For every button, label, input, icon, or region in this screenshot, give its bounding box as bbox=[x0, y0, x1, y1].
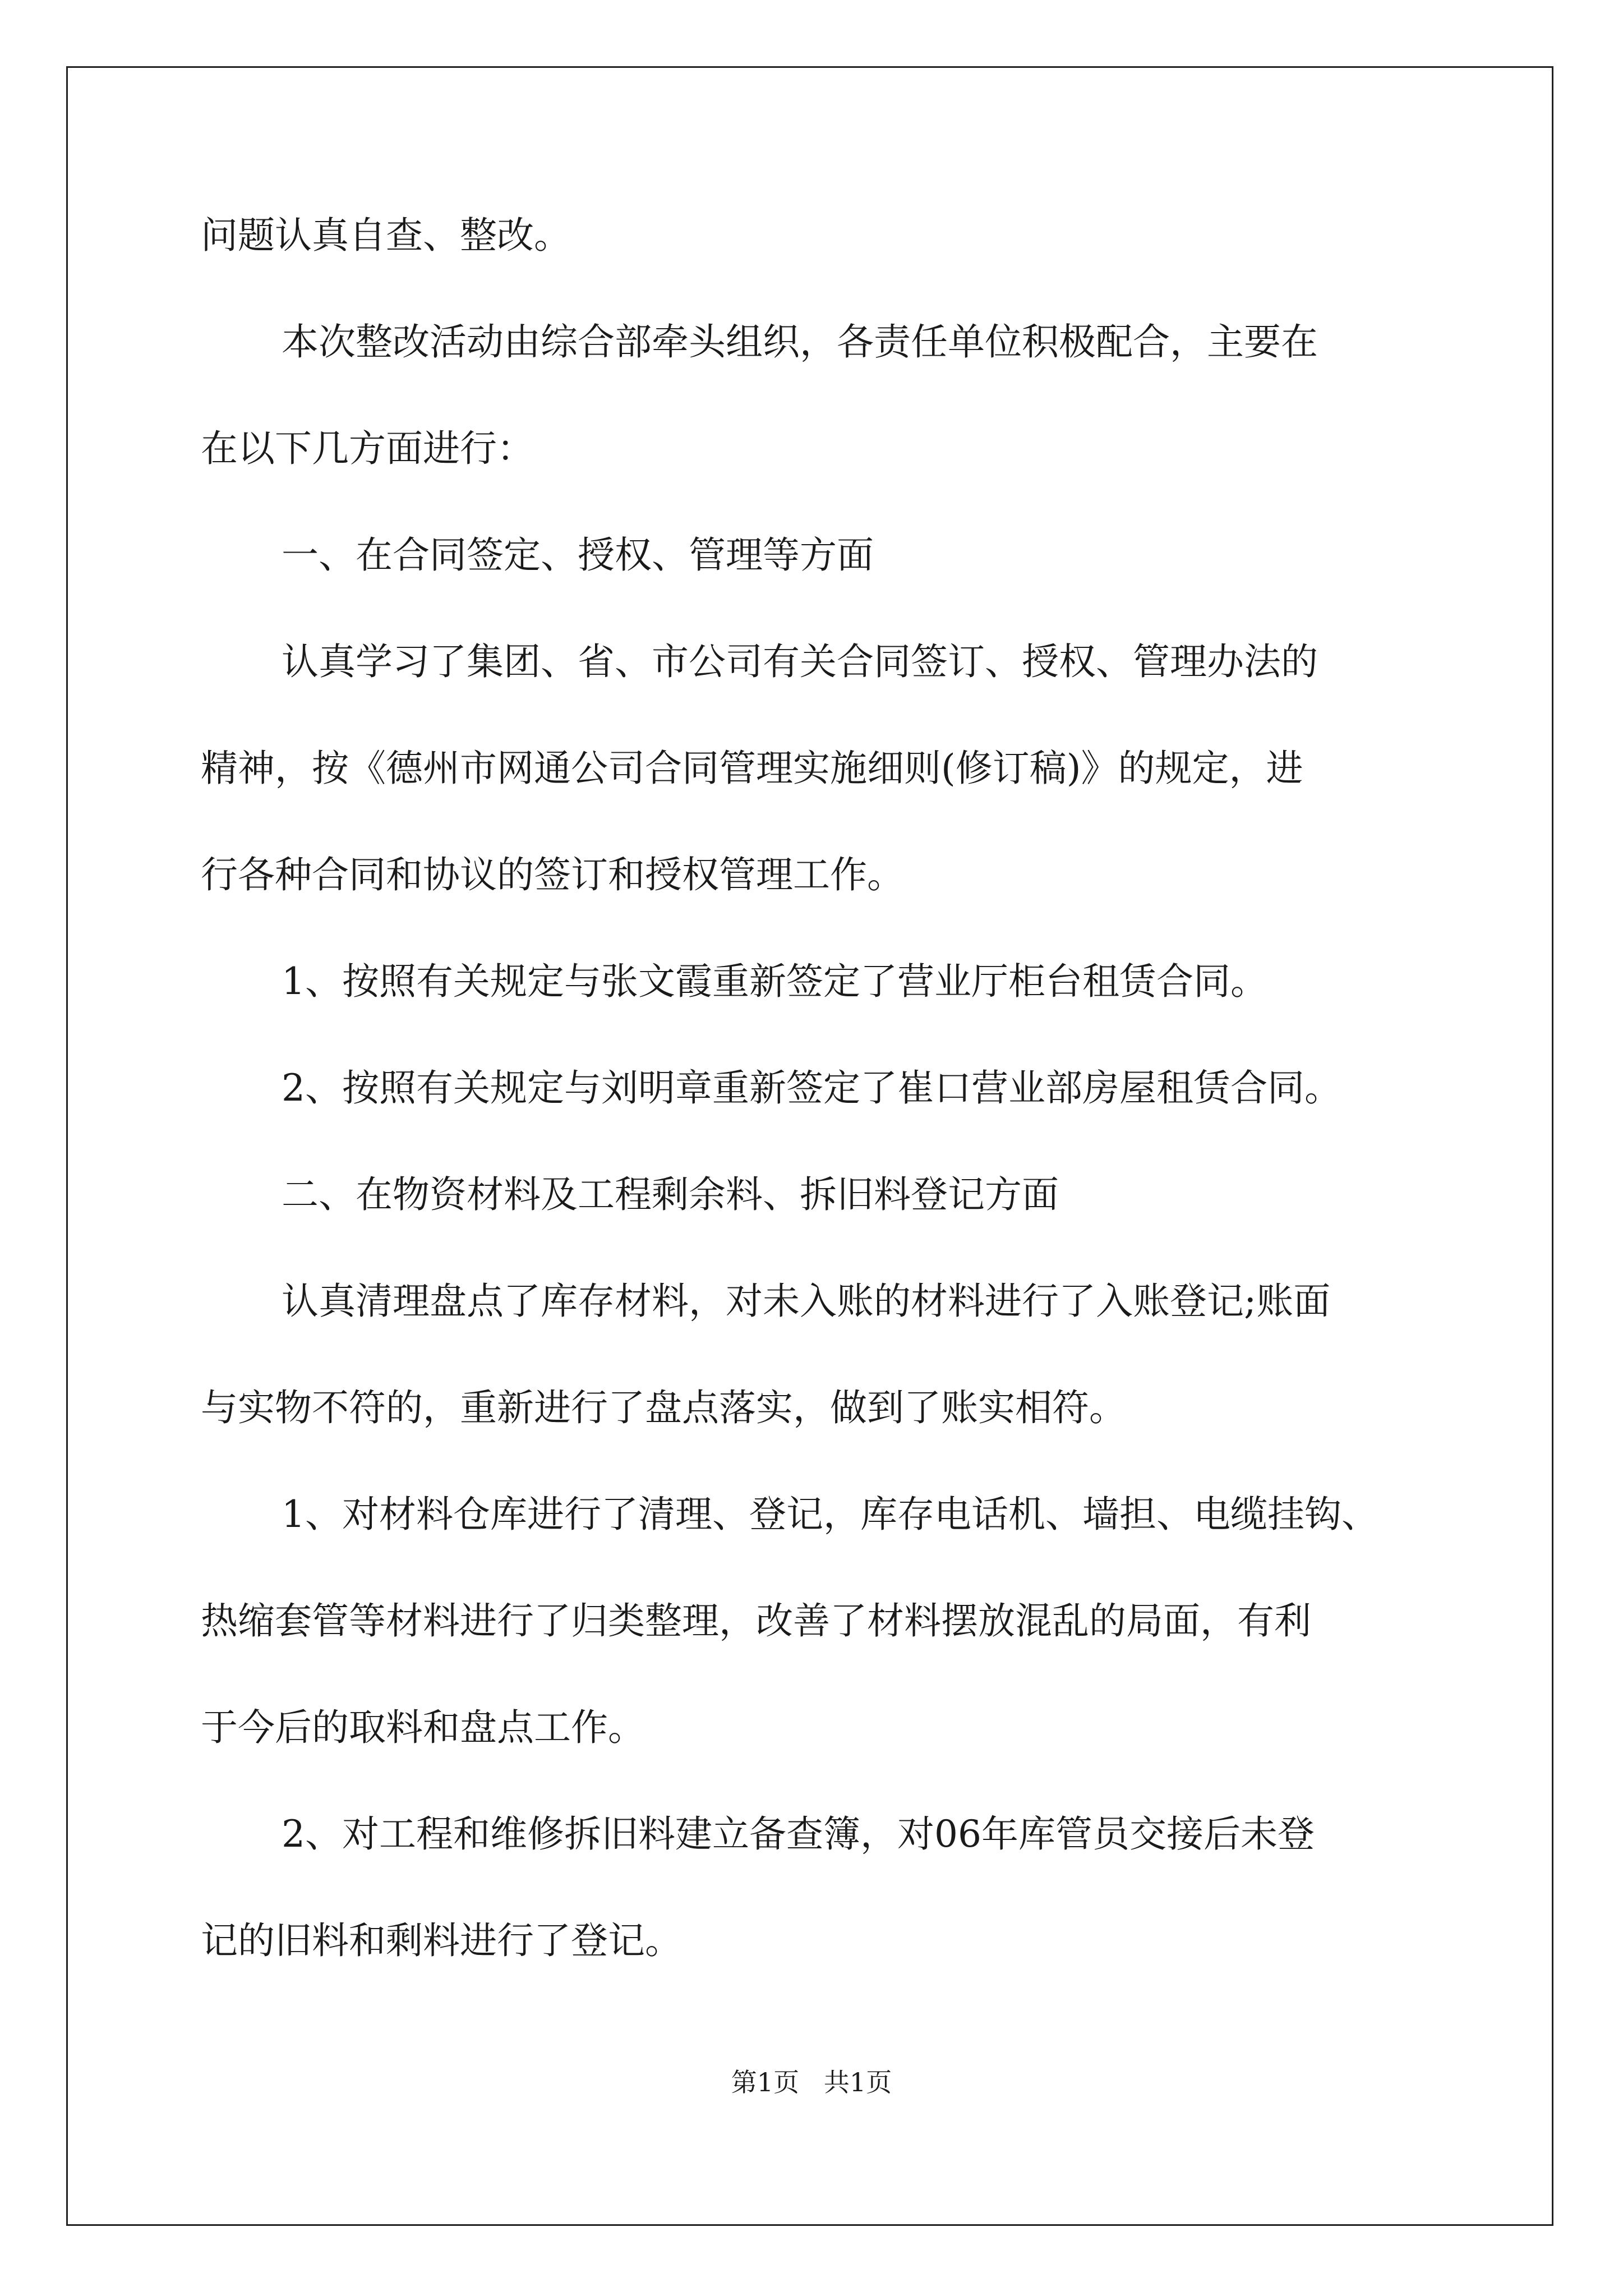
paragraph-line: 认真清理盘点了库存材料，对未入账的材料进行了入账登记;账面 bbox=[282, 1280, 1331, 1323]
list-item: 1、按照有关规定与张文霞重新签定了营业厅柜台租赁合同。 bbox=[282, 960, 1267, 1003]
paragraph-line: 在以下几方面进行： bbox=[201, 427, 534, 470]
paragraph-line: 问题认真自查、整改。 bbox=[201, 214, 571, 257]
paragraph-line: 热缩套管等材料进行了归类整理，改善了材料摆放混乱的局面，有利 bbox=[201, 1599, 1311, 1642]
page-border bbox=[66, 66, 1553, 2226]
list-item: 1、对材料仓库进行了清理、登记，库存电话机、墙担、电缆挂钩、 bbox=[282, 1493, 1378, 1536]
paragraph-line: 本次整改活动由综合部牵头组织，各责任单位积极配合，主要在 bbox=[282, 320, 1318, 364]
section-heading: 一、在合同签定、授权、管理等方面 bbox=[282, 533, 874, 577]
paragraph-line: 精神，按《德州市网通公司合同管理实施细则(修订稿)》的规定，进 bbox=[201, 747, 1303, 790]
list-item: 2、对工程和维修拆旧料建立备查簿，对06年库管员交接后未登 bbox=[282, 1812, 1315, 1856]
paragraph-line: 与实物不符的，重新进行了盘点落实，做到了账实相符。 bbox=[201, 1386, 1126, 1429]
paragraph-line: 认真学习了集团、省、市公司有关合同签订、授权、管理办法的 bbox=[282, 640, 1318, 683]
page-footer: 第1页 共1页 bbox=[731, 2067, 892, 2097]
list-item: 2、按照有关规定与刘明章重新签定了崔口营业部房屋租赁合同。 bbox=[282, 1066, 1341, 1110]
paragraph-line: 记的旧料和剩料进行了登记。 bbox=[201, 1919, 682, 1962]
paragraph-line: 于今后的取料和盘点工作。 bbox=[201, 1706, 645, 1749]
section-heading: 二、在物资材料及工程剩余料、拆旧料登记方面 bbox=[282, 1173, 1059, 1216]
paragraph-line: 行各种合同和协议的签订和授权管理工作。 bbox=[201, 853, 904, 896]
